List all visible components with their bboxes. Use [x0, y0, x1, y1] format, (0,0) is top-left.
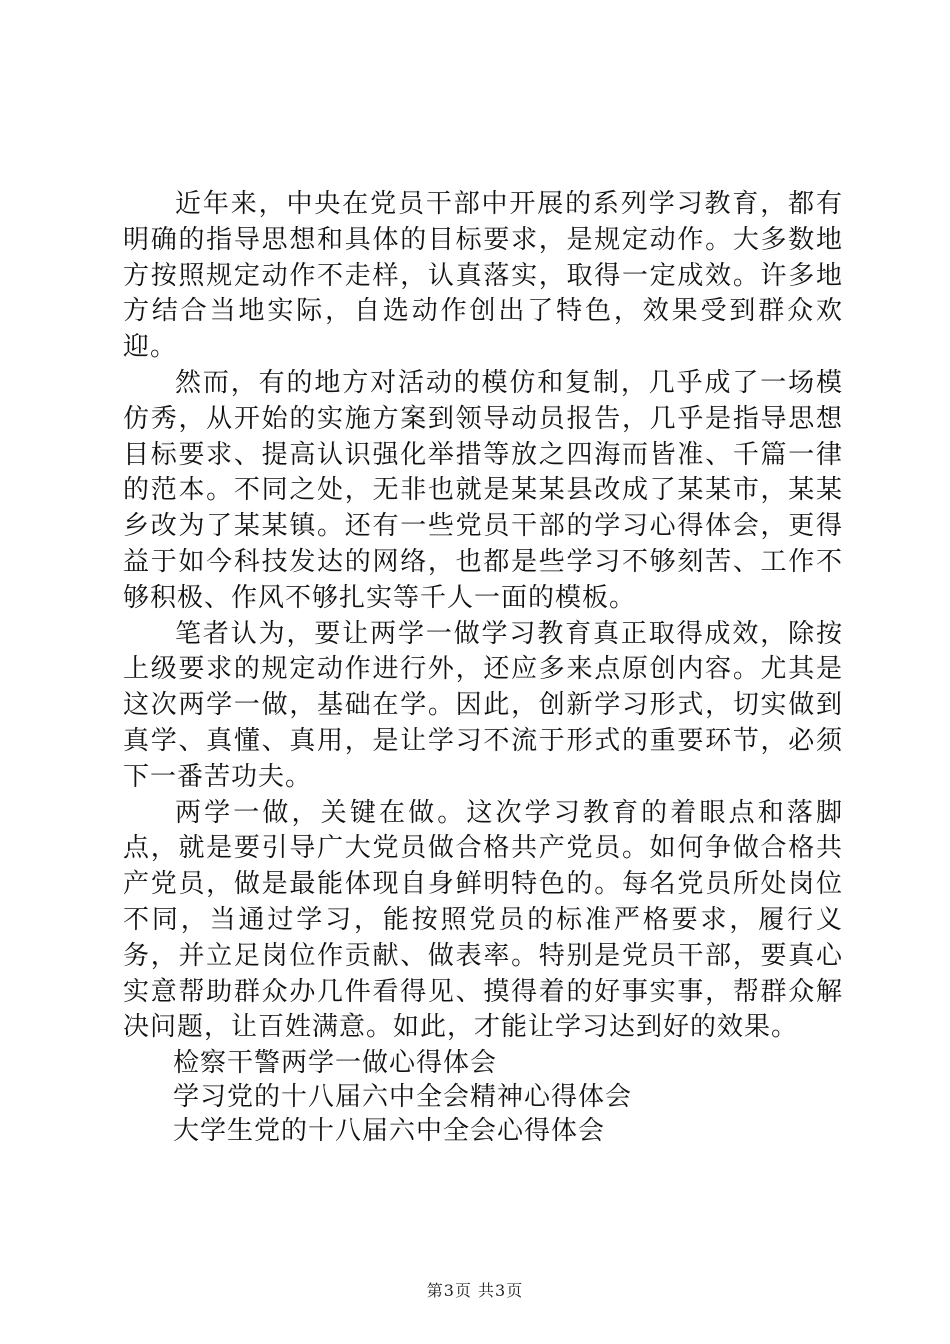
document-body — [123, 187, 843, 1148]
related-links — [123, 1046, 843, 1148]
paragraph-3: 笔者认为，要让两学一做学习教育真正取得成效，除按上级要求的规定动作进行外，还应多来点原创内容。尤其是这次两学一做，基础在学。因此，创新学习形式，切实做到真学、真懂、真用，是让学习不流于形式的重要环节，必须下一番苦功夫。 — [123, 618, 843, 792]
paragraph-1: 近年来，中央在党员干部中开展的系列学习教育，都有明确的指导思想和具体的目标要求，是规定动作。大多数地方按照规定动作不走样，认真落实，取得一定成效。许多地方结合当地实际，自选动作创出了特色，效果受到群众欢迎。 — [123, 189, 843, 363]
related-link-3[interactable]: 大学生党的十八届六中全会心得体会 — [173, 1116, 606, 1147]
paragraph-4: 两学一做，关键在做。这次学习教育的着眼点和落脚点，就是要引导广大党员做合格共产党员。如何争做合格共产党员，做是最能体现自身鲜明特色的。每名党员所处岗位不同，当通过学习，能按照党员的标准严格要求，履行义务，并立足岗位作贡献、做表率。特别是党员干部，要真心实意帮助群众办几件看得见、摸得着的好事实事，帮群众解决问题，让百姓满意。如此，才能让学习达到好的效果。 — [123, 797, 843, 1043]
related-link-2[interactable]: 学习党的十八届六中全会精神心得体会 — [173, 1082, 633, 1113]
paragraph-2: 然而，有的地方对活动的模仿和复制，几乎成了一场模仿秀，从开始的实施方案到领导动员报告，几乎是指导思想目标要求、提高认识强化举措等放之四海而皆准、千篇一律的范本。不同之处，无非也就是某某县改成了某某市，某某乡改为了某某镇。还有一些党员干部的学习心得体会，更得益于如今科技发达的网络，也都是些学习不够刻苦、工作不够积极、作风不够扎实等千人一面的模板。 — [123, 367, 843, 613]
related-link-1[interactable]: 检察干警两学一做心得体会 — [173, 1048, 498, 1079]
page-number: 第3页 共3页 — [426, 1281, 524, 1300]
